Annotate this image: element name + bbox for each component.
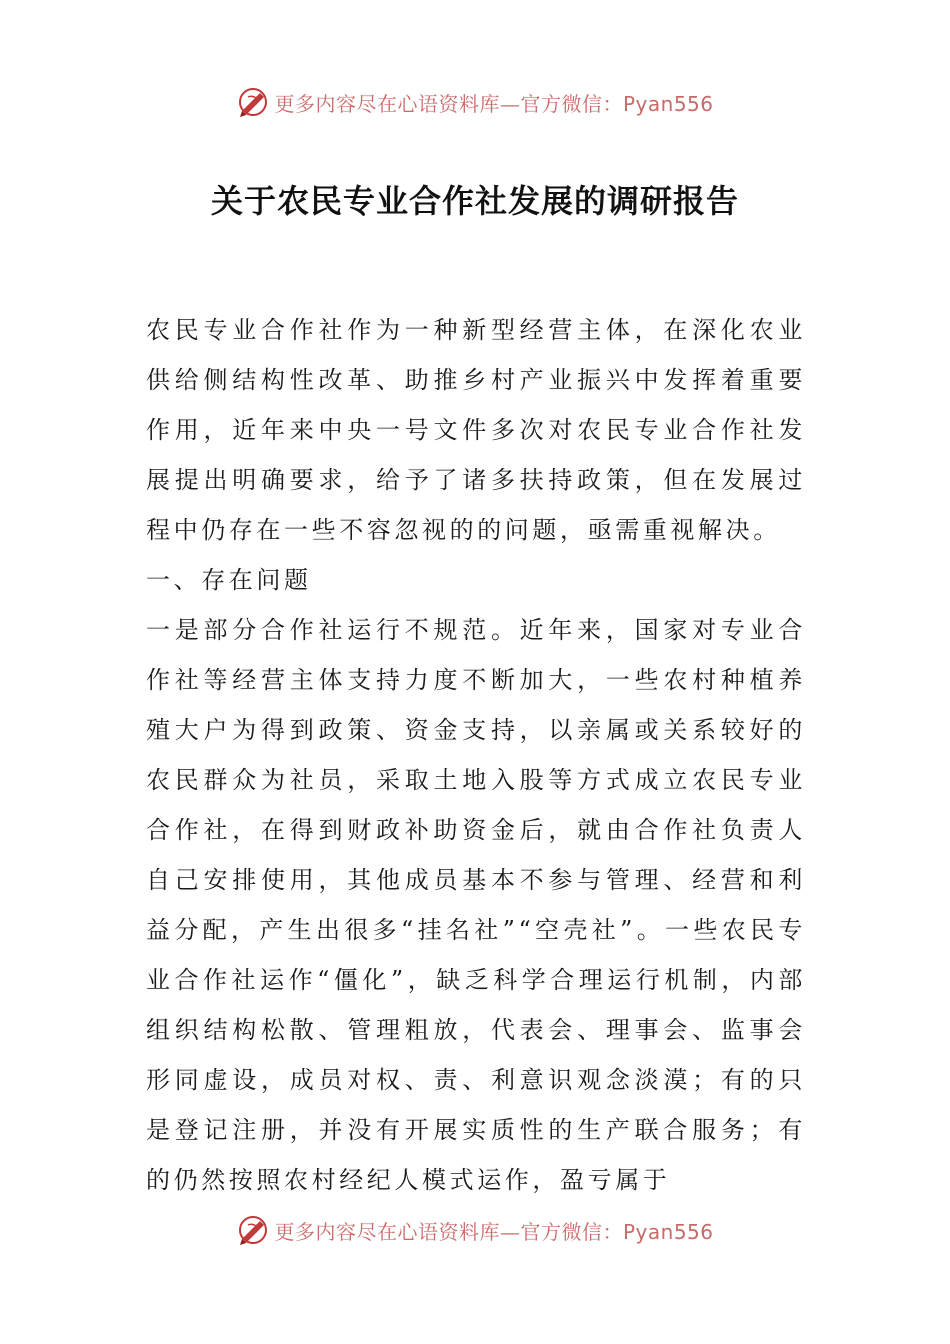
document-title: 关于农民专业合作社发展的调研报告 <box>210 182 739 220</box>
intro-paragraph: 农民专业合作社作为一种新型经营主体，在深化农业供给侧结构性改革、助推乡村产业振兴中发挥着重要作用，近年来中央一号文件多次对农民专业合作社发展提出明确要求，给予了诸多扶持政策，但在发展过程中仍存在一些不容忽视的的问题，亟需重视解决。 <box>146 316 806 544</box>
header-banner <box>0 82 950 122</box>
wechat-handle: Pyan556 <box>622 91 714 116</box>
pen-logo-icon <box>236 85 270 119</box>
footer-banner <box>0 1210 950 1250</box>
promo-text: 更多内容尽在心语资料库—官方微信：Pyan556 <box>274 1219 714 1244</box>
problem-paragraph: 一是部分合作社运行不规范。近年来，国家对专业合作社等经营主体支持力度不断加大，一些农村种植养殖大户为得到政策、资金支持，以亲属或关系较好的农民群众为社员，采取土地入股等方式成立农民专业合作社，在得到财政补助资金后，就由合作社负责人自己安排使用，其他成员基本不参与管理、经营和利益分配，产生出很多“挂名社”“空壳社”。一些农民专业合作社运作“僵化”，缺乏科学合理运行机制，内部组织结构松散、管理粗放，代表会、理事会、监事会形同虚设，成员对权、责、利意识观念淡漠；有的只是登记注册，并没有开展实质性的生产联合服务；有的仍然按照农村经纪人模式运作，盈亏属于 <box>146 616 806 1194</box>
section-heading: 一、存在问题 <box>146 566 312 594</box>
promo-text: 更多内容尽在心语资料库—官方微信：Pyan556 <box>274 91 714 116</box>
pen-logo-icon <box>236 1213 270 1247</box>
wechat-handle: Pyan556 <box>622 1219 714 1244</box>
document-body <box>146 305 806 1205</box>
